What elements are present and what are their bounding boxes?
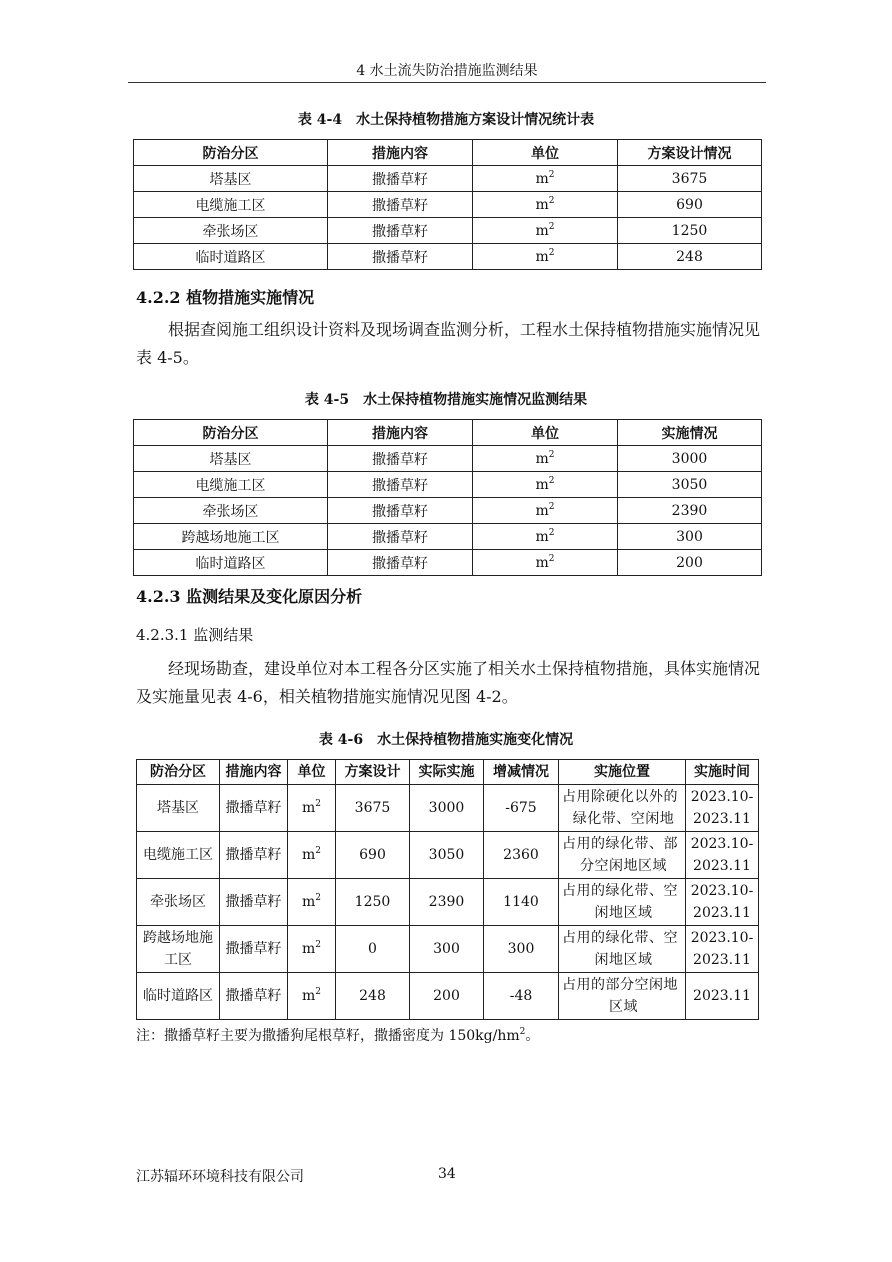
table-4-6-caption [0, 729, 892, 749]
design-cell: 248 [336, 973, 410, 1020]
zone-line: 跨越场地施 [143, 930, 213, 946]
unit-base: m [535, 554, 549, 571]
table-row [137, 973, 759, 1020]
unit-exponent: 2 [315, 940, 321, 950]
column-header: 防治分区 [134, 420, 328, 446]
time-line: 2023.10- [690, 836, 754, 852]
unit-base: m [535, 170, 549, 187]
change-cell: 1140 [484, 879, 559, 926]
time-cell [686, 926, 759, 973]
table-row [137, 785, 759, 832]
zone-line: 牵张场区 [150, 894, 206, 910]
zone-cell: 塔基区 [134, 166, 328, 192]
location-cell [559, 785, 686, 832]
location-line: 区域 [609, 999, 638, 1015]
measure-cell: 撒播草籽 [328, 524, 473, 550]
unit-cell [473, 550, 618, 576]
unit-exponent: 2 [315, 893, 321, 903]
table-row [134, 218, 762, 244]
unit-base: m [535, 476, 549, 493]
actual-cell: 3050 [410, 832, 484, 879]
unit-exponent: 2 [548, 501, 555, 512]
table-row [134, 550, 762, 576]
measure-cell: 撒播草籽 [328, 166, 473, 192]
section-heading: 4.2.3 监测结果及变化原因分析 [136, 587, 363, 606]
table-row [134, 472, 762, 498]
value-cell: 200 [618, 550, 762, 576]
column-header: 单位 [473, 420, 618, 446]
unit-exponent: 2 [548, 169, 555, 180]
table-4-4-caption [0, 109, 892, 129]
location-line: 占用的绿化带、空 [562, 883, 678, 899]
page-header: 4 水土流失防治措施监测结果 [128, 60, 766, 83]
unit-base: m [535, 528, 549, 545]
actual-cell: 200 [410, 973, 484, 1020]
table-number: 表 4-4 [297, 112, 343, 128]
unit-cell [473, 192, 618, 218]
value-cell: 3675 [618, 166, 762, 192]
unit-cell [473, 524, 618, 550]
actual-cell: 300 [410, 926, 484, 973]
design-cell: 0 [336, 926, 410, 973]
zone-line: 工区 [164, 952, 192, 968]
time-line: 2023.11 [693, 988, 751, 1004]
value-cell: 690 [618, 192, 762, 218]
unit-cell [473, 446, 618, 472]
time-line: 2023.11 [693, 905, 751, 921]
change-cell: -675 [484, 785, 559, 832]
value-cell: 1250 [618, 218, 762, 244]
measure-cell: 撒播草籽 [220, 926, 288, 973]
column-header: 实施情况 [618, 420, 762, 446]
table-row [134, 166, 762, 192]
time-line: 2023.11 [693, 952, 751, 968]
change-cell: 2360 [484, 832, 559, 879]
unit-cell [288, 973, 336, 1020]
measure-cell: 撒播草籽 [220, 973, 288, 1020]
time-cell [686, 832, 759, 879]
location-cell [559, 973, 686, 1020]
unit-exponent: 2 [315, 799, 321, 809]
location-line: 绿化带、空闲地 [572, 811, 675, 827]
table-row [134, 498, 762, 524]
table-row [137, 926, 759, 973]
change-cell: -48 [484, 973, 559, 1020]
time-cell [686, 785, 759, 832]
value-cell: 2390 [618, 498, 762, 524]
table-4-6 [136, 759, 759, 1020]
column-header: 实际实施 [410, 760, 484, 785]
location-line: 闲地区域 [594, 905, 653, 921]
value-cell: 300 [618, 524, 762, 550]
location-line: 占用的绿化带、部 [562, 836, 678, 852]
zone-cell [137, 926, 220, 973]
time-line: 2023.11 [693, 858, 751, 874]
note-exponent: 2 [519, 1027, 526, 1037]
table-title: 水土保持植物措施实施变化情况 [377, 732, 574, 748]
time-cell [686, 973, 759, 1020]
column-header: 措施内容 [328, 420, 473, 446]
unit-exponent: 2 [548, 247, 555, 258]
table-note [136, 1025, 539, 1045]
column-header: 方案设计 [336, 760, 410, 785]
zone-cell: 电缆施工区 [134, 472, 328, 498]
design-cell: 690 [336, 832, 410, 879]
table-4-5-caption [0, 389, 892, 409]
column-header: 实施时间 [686, 760, 759, 785]
unit-exponent: 2 [548, 527, 555, 538]
measure-cell: 撒播草籽 [328, 446, 473, 472]
measure-cell: 撒播草籽 [328, 498, 473, 524]
location-line: 闲地区域 [594, 952, 653, 968]
column-header: 措施内容 [220, 760, 288, 785]
note-suffix: 。 [525, 1028, 540, 1044]
unit-base: m [301, 894, 316, 910]
unit-base: m [301, 941, 316, 957]
unit-exponent: 2 [548, 449, 555, 460]
actual-cell: 2390 [410, 879, 484, 926]
zone-cell [137, 785, 220, 832]
zone-cell [137, 973, 220, 1020]
time-line: 2023.11 [693, 811, 751, 827]
value-cell: 248 [618, 244, 762, 270]
unit-base: m [535, 196, 549, 213]
section-heading: 4.2.2 植物措施实施情况 [136, 288, 315, 307]
unit-exponent: 2 [548, 553, 555, 564]
location-line: 分空闲地区域 [580, 858, 667, 874]
unit-exponent: 2 [548, 475, 555, 486]
table-title: 水土保持植物措施实施情况监测结果 [363, 392, 588, 408]
body-paragraph: 经现场勘查，建设单位对本工程各分区实施了相关水土保持植物措施，具体实施情况及实施量见表 4-6，相关植物措施实施情况见图 4-2。 [136, 659, 761, 706]
value-cell: 3000 [618, 446, 762, 472]
zone-line: 塔基区 [157, 800, 199, 816]
zone-line: 电缆施工区 [143, 847, 213, 863]
column-header: 增减情况 [484, 760, 559, 785]
column-header: 防治分区 [134, 140, 328, 166]
body-paragraph: 根据查阅施工组织设计资料及现场调查监测分析，工程水土保持植物措施实施情况见表 4-5。 [136, 320, 761, 367]
unit-cell [288, 926, 336, 973]
column-header: 实施位置 [559, 760, 686, 785]
table-row [134, 192, 762, 218]
unit-cell [473, 166, 618, 192]
unit-cell [473, 472, 618, 498]
table-row [137, 879, 759, 926]
measure-cell: 撒播草籽 [328, 218, 473, 244]
table-row [134, 446, 762, 472]
unit-base: m [301, 988, 316, 1004]
measure-cell: 撒播草籽 [328, 550, 473, 576]
zone-cell [137, 832, 220, 879]
unit-exponent: 2 [315, 987, 321, 997]
unit-exponent: 2 [315, 846, 321, 856]
unit-exponent: 2 [548, 221, 555, 232]
column-header: 方案设计情况 [618, 140, 762, 166]
table-4-4 [133, 139, 762, 270]
location-cell [559, 926, 686, 973]
unit-exponent: 2 [548, 195, 555, 206]
unit-base: m [301, 800, 316, 816]
location-line: 占用的部分空闲地 [562, 977, 678, 993]
zone-cell: 塔基区 [134, 446, 328, 472]
table-row [134, 244, 762, 270]
zone-cell: 牵张场区 [134, 498, 328, 524]
zone-cell: 临时道路区 [134, 244, 328, 270]
unit-base: m [535, 248, 549, 265]
time-line: 2023.10- [690, 930, 754, 946]
column-header: 措施内容 [328, 140, 473, 166]
location-cell [559, 832, 686, 879]
location-line: 占用除硬化以外的 [562, 789, 678, 805]
unit-cell [473, 244, 618, 270]
zone-cell: 临时道路区 [134, 550, 328, 576]
measure-cell: 撒播草籽 [328, 244, 473, 270]
zone-cell: 牵张场区 [134, 218, 328, 244]
subsection-heading: 4.2.3.1 监测结果 [136, 626, 254, 644]
location-line: 占用的绿化带、空 [562, 930, 678, 946]
value-cell: 3050 [618, 472, 762, 498]
table-row [137, 832, 759, 879]
column-header: 单位 [473, 140, 618, 166]
time-line: 2023.10- [690, 789, 754, 805]
zone-line: 临时道路区 [143, 988, 213, 1004]
design-cell: 3675 [336, 785, 410, 832]
unit-base: m [301, 847, 316, 863]
unit-cell [288, 785, 336, 832]
actual-cell: 3000 [410, 785, 484, 832]
change-cell: 300 [484, 926, 559, 973]
measure-cell: 撒播草籽 [220, 879, 288, 926]
zone-cell: 电缆施工区 [134, 192, 328, 218]
table-title: 水土保持植物措施方案设计情况统计表 [356, 112, 595, 128]
measure-cell: 撒播草籽 [220, 785, 288, 832]
zone-cell: 跨越场地施工区 [134, 524, 328, 550]
zone-cell [137, 879, 220, 926]
location-cell [559, 879, 686, 926]
measure-cell: 撒播草籽 [220, 832, 288, 879]
unit-cell [288, 832, 336, 879]
table-row [134, 524, 762, 550]
note-text: 注：撒播草籽主要为撒播狗尾根草籽，撒播密度为 150kg/hm [136, 1028, 520, 1044]
unit-base: m [535, 222, 549, 239]
column-header: 防治分区 [137, 760, 220, 785]
time-cell [686, 879, 759, 926]
unit-cell [473, 498, 618, 524]
unit-base: m [535, 502, 549, 519]
table-4-5 [133, 419, 762, 576]
column-header: 单位 [288, 760, 336, 785]
measure-cell: 撒播草籽 [328, 472, 473, 498]
time-line: 2023.10- [690, 883, 754, 899]
table-number: 表 4-6 [318, 732, 364, 748]
table-number: 表 4-5 [304, 392, 350, 408]
design-cell: 1250 [336, 879, 410, 926]
measure-cell: 撒播草籽 [328, 192, 473, 218]
unit-cell [288, 879, 336, 926]
page-number: 34 [438, 1166, 456, 1182]
unit-cell [473, 218, 618, 244]
footer-company: 江苏辐环环境科技有限公司 [136, 1169, 304, 1185]
unit-base: m [535, 450, 549, 467]
